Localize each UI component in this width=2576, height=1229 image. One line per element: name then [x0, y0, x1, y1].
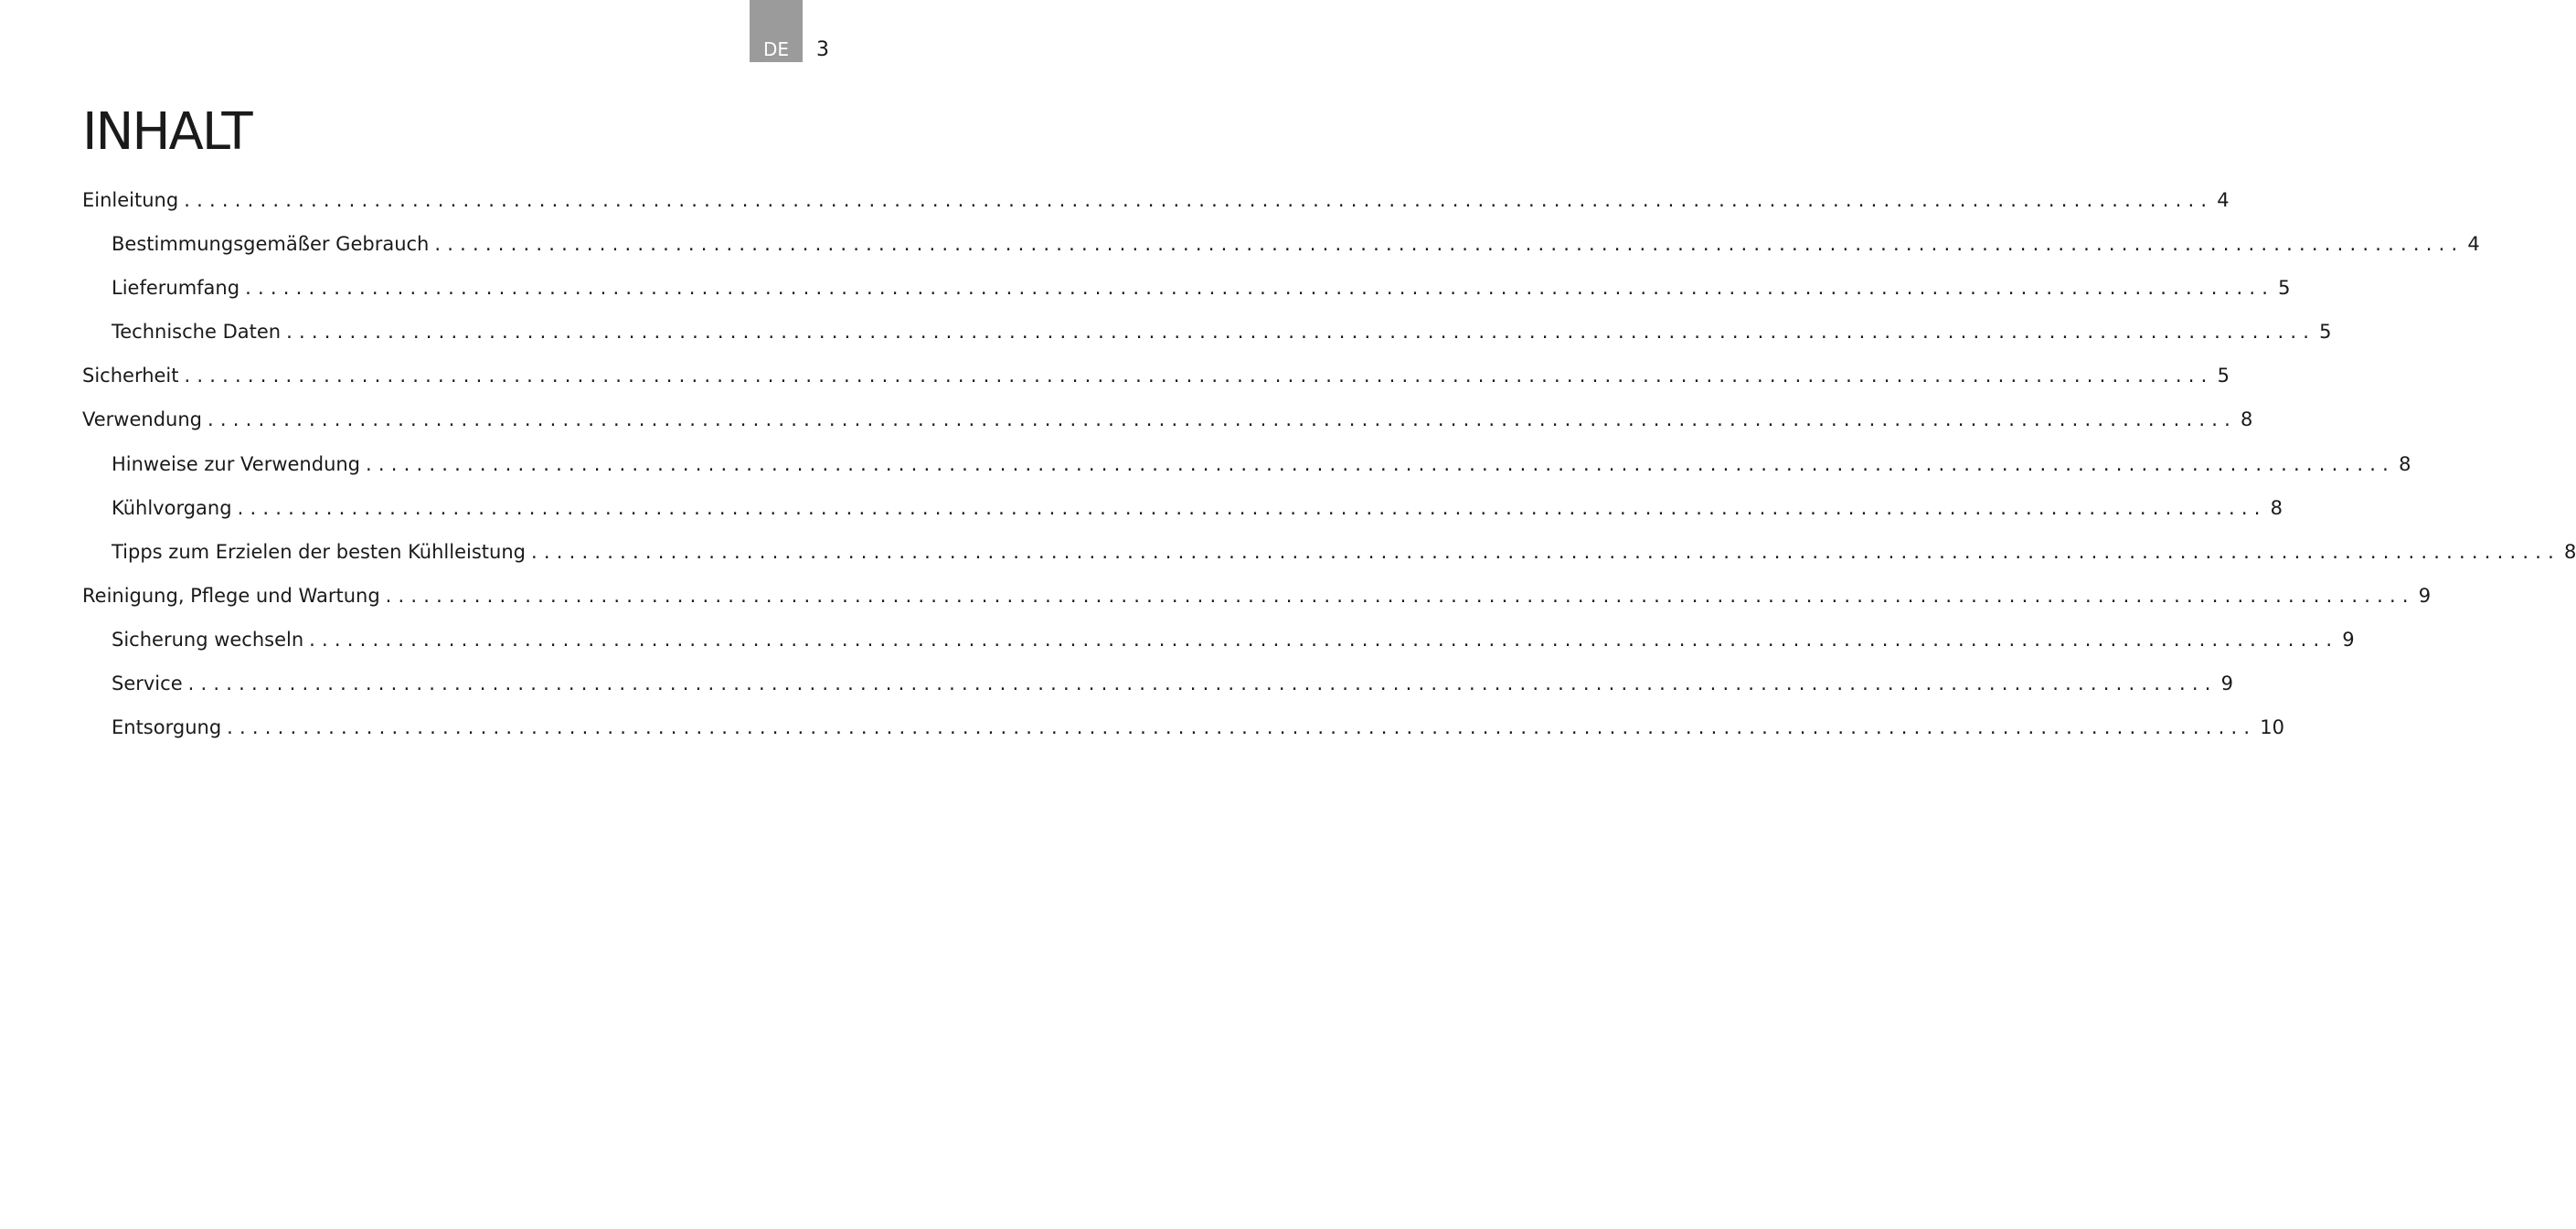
- toc-leader-dots: ................................................................................................................................................................: [184, 365, 2214, 387]
- toc-leader-dots: ................................................................................................................................................................: [245, 277, 2275, 300]
- toc-leader-dots: ................................................................................................................................................................: [309, 628, 2339, 651]
- toc-entry-label: Kühlvorgang: [112, 493, 238, 523]
- toc-entry-page: 4: [2217, 189, 2230, 211]
- toc-leader-dots: ................................................................................................................................................................: [286, 321, 2316, 344]
- toc-entry-bestimmungsgemaesser-gebrauch[interactable]: [82, 229, 2480, 273]
- toc-entry-einleitung[interactable]: [82, 185, 2230, 229]
- toc-leader-dots: ................................................................................................................................................................: [184, 189, 2214, 211]
- toc-leader-dots: ................................................................................................................................................................: [227, 716, 2257, 739]
- toc-entry-page: 9: [2220, 673, 2234, 695]
- toc-entry-label: Reinigung, Pflege und Wartung: [82, 581, 386, 610]
- toc-entry-label: Sicherung wechseln: [112, 625, 309, 654]
- toc-leader-dots: ................................................................................................................................................................: [530, 540, 2561, 563]
- toc-entry-label: Entsorgung: [112, 713, 227, 742]
- toc-entry-label: Verwendung: [82, 405, 208, 434]
- toc-entry-label: Einleitung: [82, 185, 184, 215]
- toc-entry-page: 8: [2270, 496, 2283, 519]
- toc-entry-page: 5: [2319, 321, 2332, 344]
- toc-entry-technische-daten[interactable]: [82, 317, 2332, 361]
- toc-entry-entsorgung[interactable]: [82, 713, 2284, 757]
- toc-entry-tipps-kuehlleistung[interactable]: [82, 537, 2576, 581]
- toc-entry-label: Sicherheit: [82, 361, 185, 390]
- toc-entry-reinigung-pflege-wartung[interactable]: [82, 581, 2432, 625]
- toc-entry-sicherung-wechseln[interactable]: [82, 625, 2355, 669]
- toc-entry-service[interactable]: [82, 669, 2234, 713]
- toc-entry-page: 5: [2217, 365, 2230, 387]
- toc-entry-verwendung[interactable]: [82, 405, 2253, 449]
- toc-leader-dots: ................................................................................................................................................................: [366, 452, 2396, 475]
- toc-entry-label: Technische Daten: [112, 317, 286, 346]
- toc-entry-label: Service: [112, 669, 188, 698]
- toc-entry-page: 4: [2467, 233, 2480, 256]
- toc-entry-kuehlvorgang[interactable]: [82, 493, 2283, 537]
- toc-entry-page: 5: [2278, 277, 2291, 300]
- language-tab: DE: [750, 0, 803, 62]
- toc-entry-page: 8: [2399, 452, 2411, 475]
- toc-entry-hinweise-zur-verwendung[interactable]: [82, 450, 2411, 493]
- page-number: 3: [816, 38, 829, 61]
- toc-entry-page: 10: [2260, 716, 2284, 739]
- toc-entry-label: Hinweise zur Verwendung: [112, 450, 366, 479]
- toc-leader-dots: ................................................................................................................................................................: [237, 496, 2267, 519]
- toc-entry-page: 9: [2342, 628, 2355, 651]
- toc-entry-page: 8: [2241, 408, 2253, 431]
- toc-entry-label: Tipps zum Erzielen der besten Kühlleistung: [112, 537, 531, 567]
- toc-entry-label: Lieferumfang: [112, 273, 245, 302]
- toc-entry-label: Bestimmungsgemäßer Gebrauch: [112, 229, 434, 259]
- table-of-contents: [82, 185, 2576, 757]
- toc-leader-dots: ................................................................................................................................................................: [434, 233, 2464, 256]
- toc-leader-dots: ................................................................................................................................................................: [385, 584, 2415, 607]
- page-title: INHALT: [82, 102, 251, 162]
- toc-leader-dots: ................................................................................................................................................................: [207, 408, 2238, 431]
- toc-entry-lieferumfang[interactable]: [82, 273, 2291, 317]
- toc-entry-page: 8: [2564, 540, 2576, 563]
- toc-entry-sicherheit[interactable]: [82, 361, 2230, 405]
- toc-leader-dots: ................................................................................................................................................................: [187, 673, 2218, 695]
- toc-entry-page: 9: [2418, 584, 2432, 607]
